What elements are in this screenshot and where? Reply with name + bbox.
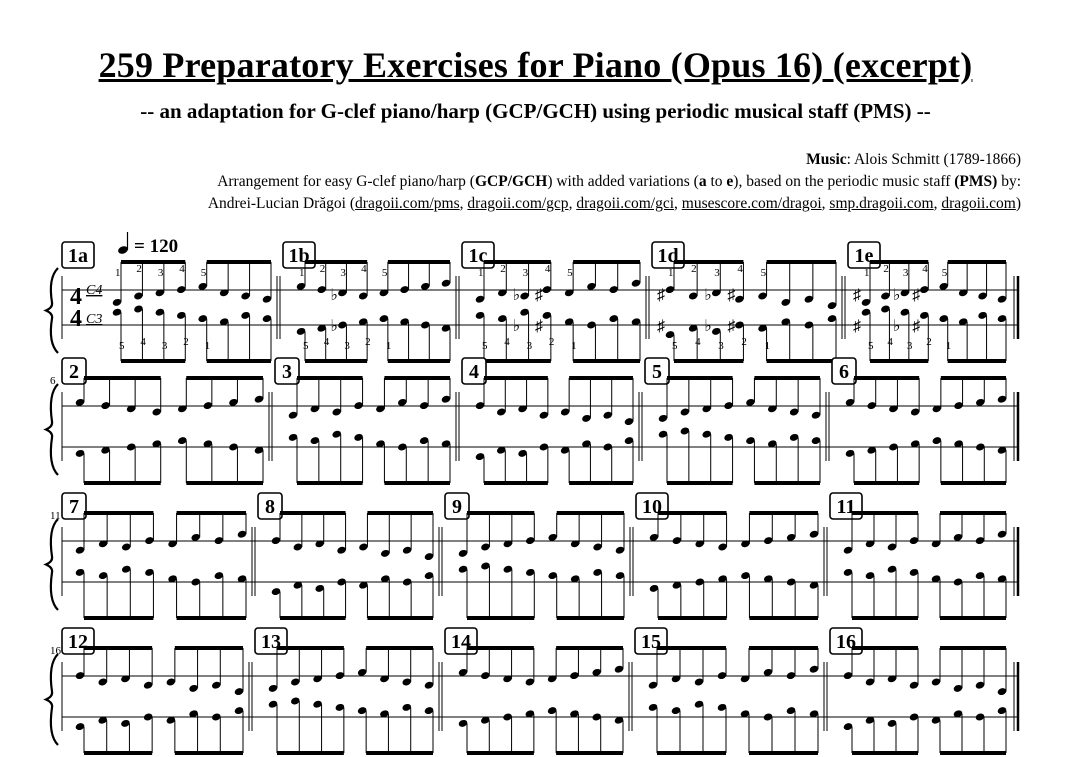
arr-to: to xyxy=(706,173,727,190)
fingering-lower: 1 xyxy=(204,340,211,352)
fingering-upper: 4 xyxy=(179,263,185,275)
measure-label: 15 xyxy=(641,631,661,653)
sharp-accidental: ♯ xyxy=(657,318,665,335)
clef-label-upper: C4 xyxy=(86,283,103,298)
page-subtitle: -- an adaptation for G-clef piano/harp (GCP/GCH) using periodic musical staff (PMS) -- xyxy=(140,99,931,123)
link-smp[interactable]: smp.dragoii.com xyxy=(829,195,934,212)
fingering-upper: 1 xyxy=(668,267,674,279)
measure-label: 4 xyxy=(469,361,479,383)
sharp-accidental: ♯ xyxy=(912,287,921,304)
separator: , xyxy=(933,195,942,212)
fingering-lower: 2 xyxy=(365,336,371,348)
brace xyxy=(46,519,58,610)
music-label: Music xyxy=(806,151,847,168)
clef-label-lower: C3 xyxy=(86,312,103,327)
fingering-lower: 5 xyxy=(868,340,874,352)
fingering-lower: 3 xyxy=(526,340,533,352)
flat-accidental: ♭ xyxy=(512,287,521,304)
measure-label: 10 xyxy=(642,496,662,518)
fingering-lower: 2 xyxy=(548,336,555,348)
measure-label: 11 xyxy=(836,496,856,518)
separator: , xyxy=(459,195,468,212)
fingering-upper: 4 xyxy=(361,263,367,275)
fingering-upper: 5 xyxy=(381,267,388,279)
fingering-upper: 2 xyxy=(319,263,326,275)
separator: , xyxy=(568,195,577,212)
tempo-marking: = 120 xyxy=(134,236,179,257)
fingering-upper: 4 xyxy=(544,263,551,275)
fingering-upper: 1 xyxy=(478,267,484,279)
link-musescore[interactable]: musescore.com/dragoi xyxy=(681,195,822,212)
fingering-upper: 5 xyxy=(567,267,573,279)
fingering-lower: 5 xyxy=(119,340,125,352)
fingering-lower: 5 xyxy=(482,340,488,352)
sharp-accidental: ♯ xyxy=(853,318,861,335)
measure-label: 2 xyxy=(69,361,79,383)
flat-accidental: ♭ xyxy=(704,287,712,304)
fingering-lower: 1 xyxy=(945,340,952,352)
time-signature-top: 4 xyxy=(70,284,82,310)
measure-label: 1d xyxy=(657,245,679,267)
fingering-upper: 4 xyxy=(737,263,743,275)
fingering-lower: 2 xyxy=(741,336,747,348)
fingering-upper: 1 xyxy=(299,267,305,279)
fingering-lower: 5 xyxy=(303,340,309,352)
system-number: 16 xyxy=(50,645,61,657)
separator: , xyxy=(821,195,830,212)
measure-label: 12 xyxy=(68,631,88,653)
fingering-upper: 4 xyxy=(922,263,928,275)
arr-pms: (PMS) xyxy=(954,173,998,190)
link-pms[interactable]: dragoii.com/pms xyxy=(355,195,460,212)
fingering-upper: 3 xyxy=(522,267,529,279)
measure-label: 1a xyxy=(68,245,88,267)
fingering-upper: 3 xyxy=(340,267,346,279)
sharp-accidental: ♯ xyxy=(853,287,861,304)
fingering-upper: 3 xyxy=(157,267,164,279)
measure-label: 16 xyxy=(836,631,856,653)
fingering-lower: 4 xyxy=(140,336,146,348)
fingering-upper: 5 xyxy=(760,267,767,279)
flat-accidental: ♭ xyxy=(892,287,901,304)
arr-text-2: ) with added variations ( xyxy=(547,173,699,190)
flat-accidental: ♭ xyxy=(330,287,338,304)
music-value: : Alois Schmitt (1789-1866) xyxy=(846,151,1021,168)
measure-label: 6 xyxy=(839,361,849,383)
link-gcp[interactable]: dragoii.com/gcp xyxy=(467,195,569,212)
fingering-lower: 3 xyxy=(906,340,913,352)
measure-label: 13 xyxy=(261,631,281,653)
sharp-accidental: ♯ xyxy=(534,287,543,304)
system-number: 6 xyxy=(50,375,56,387)
fingering-upper: 5 xyxy=(941,267,948,279)
fingering-lower: 2 xyxy=(183,336,189,348)
fingering-lower: 4 xyxy=(323,336,330,348)
flat-accidental: ♭ xyxy=(330,318,338,335)
system-number: 11 xyxy=(50,510,61,522)
fingering-lower: 1 xyxy=(571,340,577,352)
sharp-accidental: ♯ xyxy=(912,318,921,335)
flat-accidental: ♭ xyxy=(512,318,521,335)
measure-label: 14 xyxy=(451,631,471,653)
fingering-upper: 2 xyxy=(883,263,889,275)
measure-label: 1c xyxy=(468,245,488,267)
brace xyxy=(46,654,58,745)
arr-text-4: by: xyxy=(997,173,1021,190)
flat-accidental: ♭ xyxy=(892,318,901,335)
arr-e: e xyxy=(726,173,734,190)
fingering-upper: 5 xyxy=(200,267,207,279)
brace xyxy=(46,268,58,353)
fingering-lower: 4 xyxy=(887,336,893,348)
time-signature-bottom: 4 xyxy=(70,306,82,332)
sharp-accidental: ♯ xyxy=(727,287,736,304)
measure-label: 5 xyxy=(652,361,662,383)
link-dragoii[interactable]: dragoii.com xyxy=(941,195,1016,212)
credit-close: ) xyxy=(1015,195,1021,212)
arr-gcp: GCP/GCH xyxy=(474,173,548,190)
fingering-upper: 2 xyxy=(136,263,142,275)
measure-label: 7 xyxy=(69,496,79,518)
link-gci[interactable]: dragoii.com/gci xyxy=(576,195,675,212)
fingering-lower: 1 xyxy=(385,340,392,352)
fingering-upper: 3 xyxy=(902,267,909,279)
author-name: Andrei-Lucian Drăgoi ( xyxy=(207,195,356,212)
arr-text-1: Arrangement for easy G-clef piano/harp ( xyxy=(217,173,475,190)
sharp-accidental: ♯ xyxy=(534,318,543,335)
fingering-lower: 4 xyxy=(695,336,701,348)
fingering-lower: 3 xyxy=(718,340,724,352)
fingering-upper: 1 xyxy=(115,267,121,279)
sharp-accidental: ♯ xyxy=(657,287,665,304)
fingering-lower: 4 xyxy=(504,336,510,348)
fingering-lower: 3 xyxy=(344,340,350,352)
fingering-upper: 3 xyxy=(714,267,720,279)
fingering-lower: 5 xyxy=(672,340,678,352)
sharp-accidental: ♯ xyxy=(727,318,736,335)
measure-label: 3 xyxy=(282,361,292,383)
fingering-lower: 2 xyxy=(926,336,932,348)
measure-label: 8 xyxy=(265,496,275,518)
arr-a: a xyxy=(698,173,707,190)
flat-accidental: ♭ xyxy=(704,318,712,335)
fingering-lower: 1 xyxy=(764,340,771,352)
fingering-upper: 1 xyxy=(864,267,870,279)
fingering-lower: 3 xyxy=(161,340,168,352)
measure-label: 9 xyxy=(452,496,462,518)
separator: , xyxy=(674,195,682,212)
measure-label: 1e xyxy=(854,245,874,267)
brace xyxy=(46,384,58,475)
page-title: 259 Preparatory Exercises for Piano (Opus 16) (excerpt) xyxy=(98,45,973,85)
fingering-upper: 2 xyxy=(500,263,506,275)
fingering-upper: 2 xyxy=(691,263,697,275)
arr-text-3: ), based on the periodic music staff xyxy=(733,173,955,190)
measure-label: 1b xyxy=(288,245,310,267)
